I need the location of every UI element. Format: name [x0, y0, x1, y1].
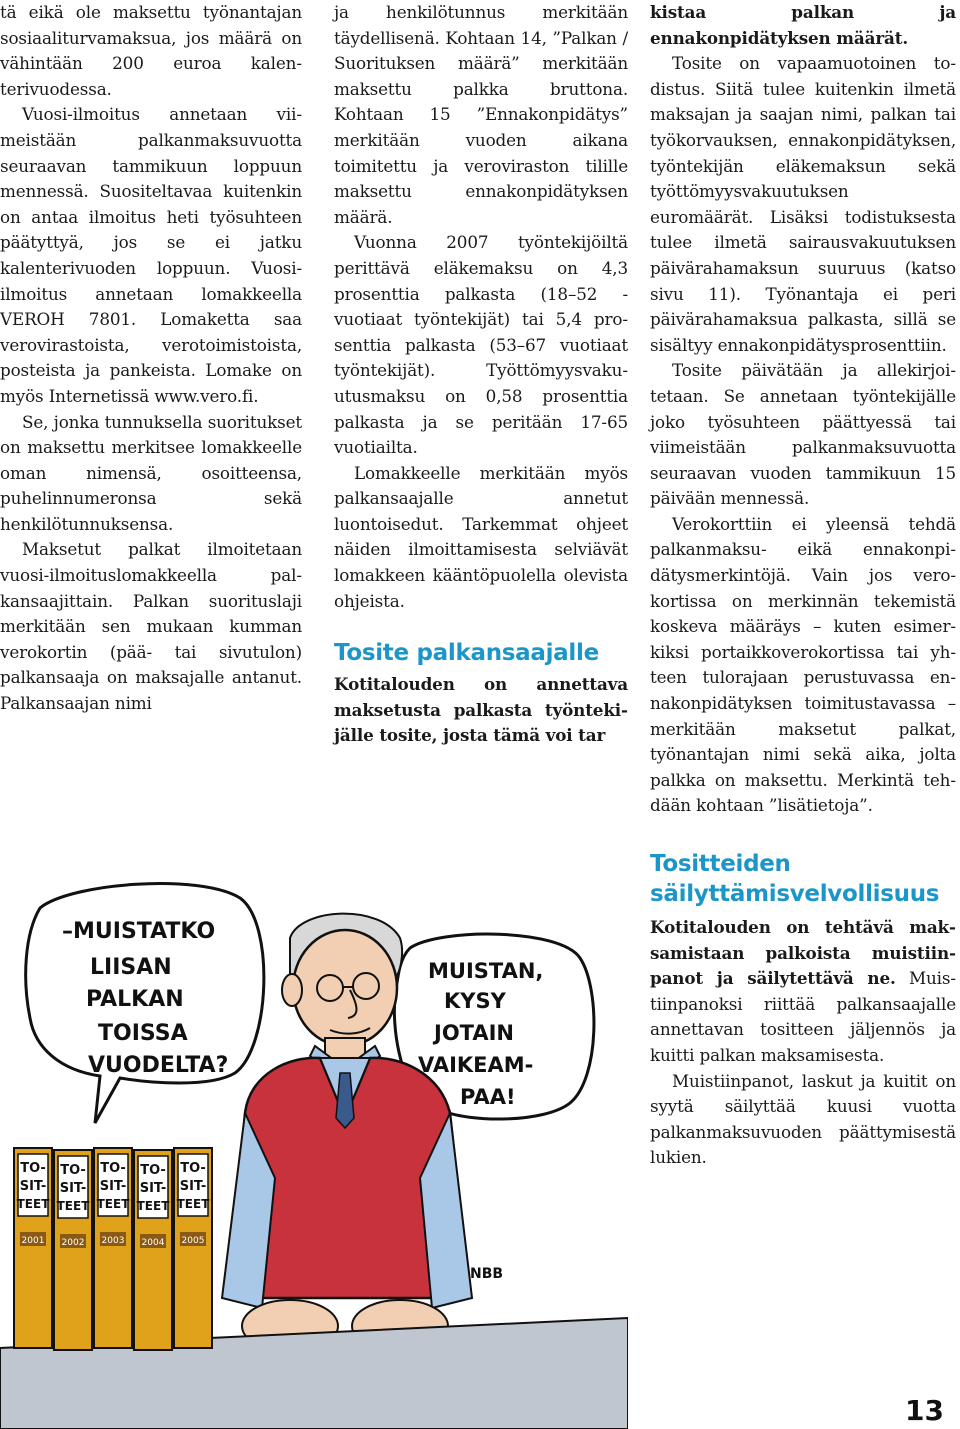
paragraph: ja henkilötunnus merkitään täydellisenä. Kohtaan 14, ”Palkan / Suorituksen määrä” merkitään maksettu palkka bruttona. Kohtaan 15 ”Ennakonpidätys” merkitään vuoden aikana toimitettu ja veroviraston tilille maksettu ennakonpidätyksen määrä.: [334, 2, 628, 227]
binder-label: TO-: [180, 1161, 206, 1176]
speech-line: VUODELTA?: [88, 1053, 229, 1078]
speech-line: LIISAN: [90, 955, 172, 980]
speech-line: PAA!: [460, 1085, 516, 1109]
binder-label: TEET: [16, 1197, 50, 1211]
binder-year: 2005: [181, 1236, 205, 1246]
speech-line: JOTAIN: [434, 1021, 515, 1045]
binder-label: TEET: [56, 1199, 90, 1213]
paragraph: Tosite päivätään ja allekirjoitetaan. Se annetaan työntekijälle joko työsuhteen päättyessä tai viimeistään palkanmaksuvuotta seuraavan vuoden tammikuun 15 päivään mennessä.: [650, 360, 956, 509]
speech-line: –MUISTATKO: [62, 919, 216, 944]
section-heading: Tosite palkansaajalle: [334, 640, 599, 667]
binder-label: TEET: [96, 1197, 130, 1211]
paragraph: Se, jonka tunnuksella suoritukset on maksettu merkitsee lomakkeelle oman nimensä, osoitteensa, puhelinnumeronsa sekä henkilötunnuksensa.: [0, 411, 302, 534]
lead-paragraph: Kotitalouden on annettava maksetusta palkasta työntekijälle tosite, josta tämä voi tar: [334, 674, 628, 746]
speech-line: MUISTAN,: [428, 959, 544, 983]
speech-line: VAIKEAM-: [418, 1053, 534, 1077]
lead-text: Muistiinpanoksi riittää palkansaajalle annettavan tositteen jäljennös ja kuitti palkan maksamisesta.: [650, 968, 956, 1065]
binder-label: TEET: [136, 1199, 170, 1213]
binder-year: 2002: [61, 1238, 85, 1248]
binder-label: SIT-: [139, 1181, 167, 1196]
text-column-3: [650, 0, 956, 1171]
text-column-2: [334, 0, 628, 749]
binder: [174, 1148, 212, 1348]
section-heading: Tositteiden säilyttämisvelvollisuus: [650, 851, 940, 907]
binder-label: TO-: [20, 1161, 46, 1176]
binder: [54, 1150, 92, 1350]
lead-bold-text: Kotitalouden on tehtävä maksamistaan palkoista muistiinpanot ja säilytettävä ne.: [650, 917, 956, 989]
binder-shelf: [14, 1148, 212, 1350]
paragraph: Vuosi-ilmoitus annetaan viimeistään palkanmaksuvuotta seuraavan tammikuun loppuun mennessä. Suositeltavaa kuitenkin on antaa ilmoitus heti työsuhteen päätyttyä, jos se ei jatku kalenterivuoden loppuun. Vuosi-ilmoitus annetaan lomakkeella VEROH 7801. Lomaketta saa verovirastoista, verotoimistoista, posteista ja pankeista. Lomake on myös Internetissä www.vero.fi.: [0, 104, 302, 406]
binder-label: SIT-: [19, 1179, 47, 1194]
speech-line: TOISSA: [98, 1021, 188, 1046]
binder-label: TEET: [176, 1197, 210, 1211]
binder: [134, 1150, 172, 1350]
binder-year: 2003: [101, 1236, 125, 1246]
binder: [94, 1148, 132, 1348]
binder-label: TO-: [100, 1161, 126, 1176]
binder-label: SIT-: [99, 1179, 127, 1194]
paragraph: Vuonna 2007 työntekijöiltä perittävä eläkemaksu on 4,3 prosenttia palkasta (18–52 -vuotiaat työntekijät) tai 5,4 prosenttia palkasta (53–67 vuotiaat työntekijät). Työttömyysvakuutusmaksu on 0,58 prosenttia palkasta ja se peritään 17-65 vuotiailta.: [334, 232, 628, 458]
paragraph: Lomakkeelle merkitään myös palkansaajalle annetut luontoisedut. Tarkemmat ohjeet näiden ilmoittamisesta selviävät lomakkeen kääntöpuolella olevista ohjeista.: [334, 462, 628, 611]
artist-signature: NBB: [470, 1266, 504, 1282]
binder-label: TO-: [140, 1163, 166, 1178]
page-number: 13: [905, 1394, 944, 1427]
paragraph: Maksetut palkat ilmoitetaan vuosi-ilmoituslomakkeella palkansaajittain. Palkan suorituslaji merkitään sen mukaan kumman verokortin (pää- tai sivutulon) palkansaaja on maksajalle antanut. Palkansaajan nimi: [0, 539, 302, 714]
lead-paragraph-continued: kistaa palkan ja ennakonpidätyksen määrät.: [650, 2, 956, 48]
binder-year: 2004: [141, 1238, 165, 1248]
paragraph: Muistiinpanot, laskut ja kuitit on syytä säilyttää kuusi vuotta palkanmaksuvuoden päättymisestä lukien.: [650, 1070, 956, 1168]
speech-line: KYSY: [444, 989, 506, 1013]
paragraph: tä eikä ole maksettu työnantajan sosiaaliturvamaksua, jos määrä on vähintään 200 euroa kalenterivuodessa.: [0, 2, 302, 99]
cartoon-illustration: [0, 878, 628, 1429]
speech-line: PALKAN: [86, 987, 184, 1012]
paragraph: Verokorttiin ei yleensä tehdä palkanmaksu- eikä ennakonpidätysmerkintöjä. Vain jos verokortissa on merkinnän tekemistä koskeva määräys – kuten esimerkiksi portaikkoverokortissa tai yhteen tulorajaan perustuvassa ennakonpidätyksen toimitustavassa – merkitään maksetut palkat, työnantajan nimi sekä aika, jolta palkka on maksettu. Merkintä tehdään kohtaan ”lisätietoja”.: [650, 513, 956, 816]
binder-label: SIT-: [179, 1179, 207, 1194]
binder-label: TO-: [60, 1163, 86, 1178]
text-column-1: [0, 0, 302, 717]
binder-label: SIT-: [59, 1181, 87, 1196]
binder: [14, 1148, 52, 1348]
paragraph: Tosite on vapaamuotoinen todistus. Siitä tulee kuitenkin ilmetä maksajan ja saajan nimi, palkan tai työkorvauksen, ennakonpidätyksen, työntekijän eläkemaksun sekä työttömyysvakuutuksen euromäärät. Lisäksi todistuksesta tulee ilmetä sairausvakuutuksen päivärahamaksun suuruus (katso sivu 11). Työnantaja ei peri päivärahamaksua palkasta, sillä se sisältyy ennakonpidätysprosenttiin.: [650, 53, 956, 355]
binder-year: 2001: [21, 1236, 45, 1246]
lead-paragraph: [650, 915, 956, 1069]
